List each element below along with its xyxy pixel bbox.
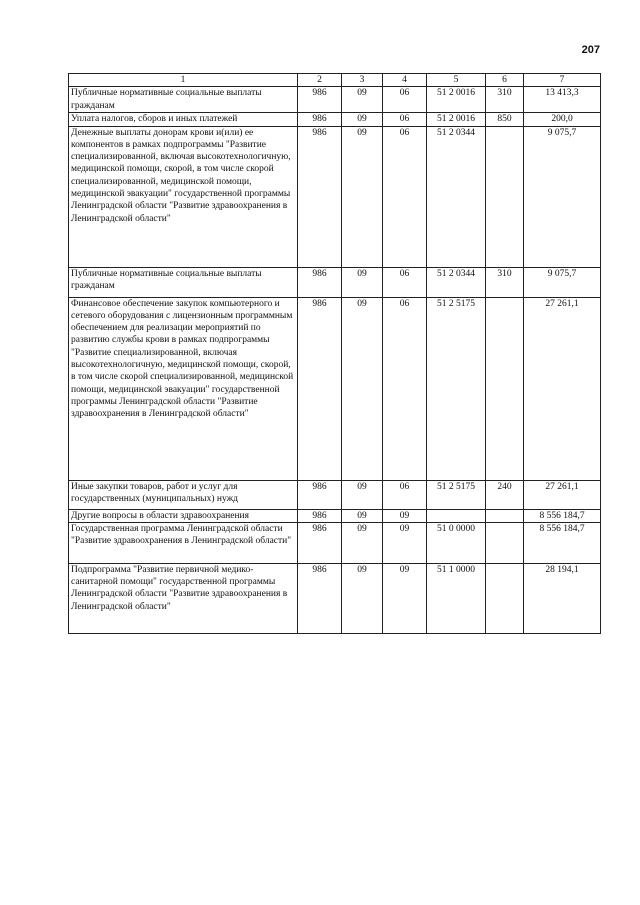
row-expense-type: [486, 563, 524, 633]
row-ministry-code: 986: [298, 522, 342, 563]
row-ministry-code: 986: [298, 509, 342, 522]
column-header: 4: [383, 74, 427, 87]
row-section-code: 09: [342, 87, 383, 113]
row-target-code: 51 2 0344: [427, 267, 486, 297]
row-ministry-code: 986: [298, 480, 342, 509]
row-amount: 200,0: [524, 113, 601, 126]
row-expense-type: 240: [486, 480, 524, 509]
row-target-code: 51 2 0016: [427, 113, 486, 126]
row-amount: 8 556 184,7: [524, 509, 601, 522]
row-expense-type: [486, 522, 524, 563]
table-row: [69, 267, 601, 297]
row-amount: 27 261,1: [524, 480, 601, 509]
row-amount: 8 556 184,7: [524, 522, 601, 563]
row-target-code: 51 2 5175: [427, 480, 486, 509]
row-expense-type: [486, 509, 524, 522]
column-header: 6: [486, 74, 524, 87]
row-name: Публичные нормативные социальные выплаты гражданам: [69, 87, 298, 113]
table-row: [69, 522, 601, 563]
row-name: Денежные выплаты донорам крови и(или) ее компонентов в рамках подпрограммы "Развитие специализированной, включая высокотехнологичную, медицинской помощи, скорой, в том числе скорой специализированной, медицинской помощи, медицинской эвакуации" государственной программы Ленинградской области "Развитие здравоохранения в Ленинградской области": [69, 126, 298, 267]
row-target-code: 51 2 5175: [427, 297, 486, 480]
table-row: [69, 126, 601, 267]
table-header-row: [69, 74, 601, 87]
row-name: Иные закупки товаров, работ и услуг для государственных (муниципальных) нужд: [69, 480, 298, 509]
row-ministry-code: 986: [298, 267, 342, 297]
row-ministry-code: 986: [298, 563, 342, 633]
column-header: 7: [524, 74, 601, 87]
row-section-code: 09: [342, 113, 383, 126]
row-ministry-code: 986: [298, 126, 342, 267]
row-section-code: 09: [342, 126, 383, 267]
row-section-code: 09: [342, 480, 383, 509]
table-row: [69, 509, 601, 522]
row-expense-type: 310: [486, 267, 524, 297]
budget-table: [68, 73, 601, 634]
row-ministry-code: 986: [298, 297, 342, 480]
column-header: 5: [427, 74, 486, 87]
row-name: Государственная программа Ленинградской области "Развитие здравоохранения в Ленинградской области": [69, 522, 298, 563]
row-section-code: 09: [342, 297, 383, 480]
row-amount: 13 413,3: [524, 87, 601, 113]
row-target-code: 51 2 0016: [427, 87, 486, 113]
row-amount: 28 194,1: [524, 563, 601, 633]
column-header: 3: [342, 74, 383, 87]
row-name: Уплата налогов, сборов и иных платежей: [69, 113, 298, 126]
row-expense-type: [486, 126, 524, 267]
row-subsection-code: 06: [383, 126, 427, 267]
table-row: [69, 297, 601, 480]
row-section-code: 09: [342, 563, 383, 633]
page-number: 207: [581, 44, 600, 56]
row-name: Публичные нормативные социальные выплаты гражданам: [69, 267, 298, 297]
row-subsection-code: 06: [383, 480, 427, 509]
row-subsection-code: 09: [383, 563, 427, 633]
row-expense-type: [486, 297, 524, 480]
row-amount: 9 075,7: [524, 126, 601, 267]
row-expense-type: 850: [486, 113, 524, 126]
row-subsection-code: 06: [383, 113, 427, 126]
row-section-code: 09: [342, 522, 383, 563]
table-row: [69, 563, 601, 633]
column-header: 1: [69, 74, 298, 87]
table-row: [69, 87, 601, 113]
row-section-code: 09: [342, 267, 383, 297]
row-name: Другие вопросы в области здравоохранения: [69, 509, 298, 522]
row-subsection-code: 06: [383, 297, 427, 480]
row-subsection-code: 06: [383, 87, 427, 113]
row-section-code: 09: [342, 509, 383, 522]
row-target-code: 51 1 0000: [427, 563, 486, 633]
row-subsection-code: 06: [383, 267, 427, 297]
row-ministry-code: 986: [298, 87, 342, 113]
row-name: Финансовое обеспечение закупок компьютерного и сетевого оборудования с лицензионным программным обеспечением для реализации мероприятий по развитию службы крови в рамках подпрограммы "Развитие специализированной, включая высокотехнологичную, медицинской помощи, скорой, в том числе скорой специализированной, медицинской помощи, медицинской эвакуации" государственной программы Ленинградской области "Развитие здравоохранения в Ленинградской области": [69, 297, 298, 480]
row-ministry-code: 986: [298, 113, 342, 126]
table-row: [69, 480, 601, 509]
row-target-code: [427, 509, 486, 522]
row-expense-type: 310: [486, 87, 524, 113]
row-subsection-code: 09: [383, 522, 427, 563]
table-row: [69, 113, 601, 126]
row-target-code: 51 2 0344: [427, 126, 486, 267]
row-subsection-code: 09: [383, 509, 427, 522]
row-target-code: 51 0 0000: [427, 522, 486, 563]
column-header: 2: [298, 74, 342, 87]
row-name: Подпрограмма "Развитие первичной медико-санитарной помощи" государственной программы Ленинградской области "Развитие здравоохранения в Ленинградской области": [69, 563, 298, 633]
row-amount: 9 075,7: [524, 267, 601, 297]
row-amount: 27 261,1: [524, 297, 601, 480]
